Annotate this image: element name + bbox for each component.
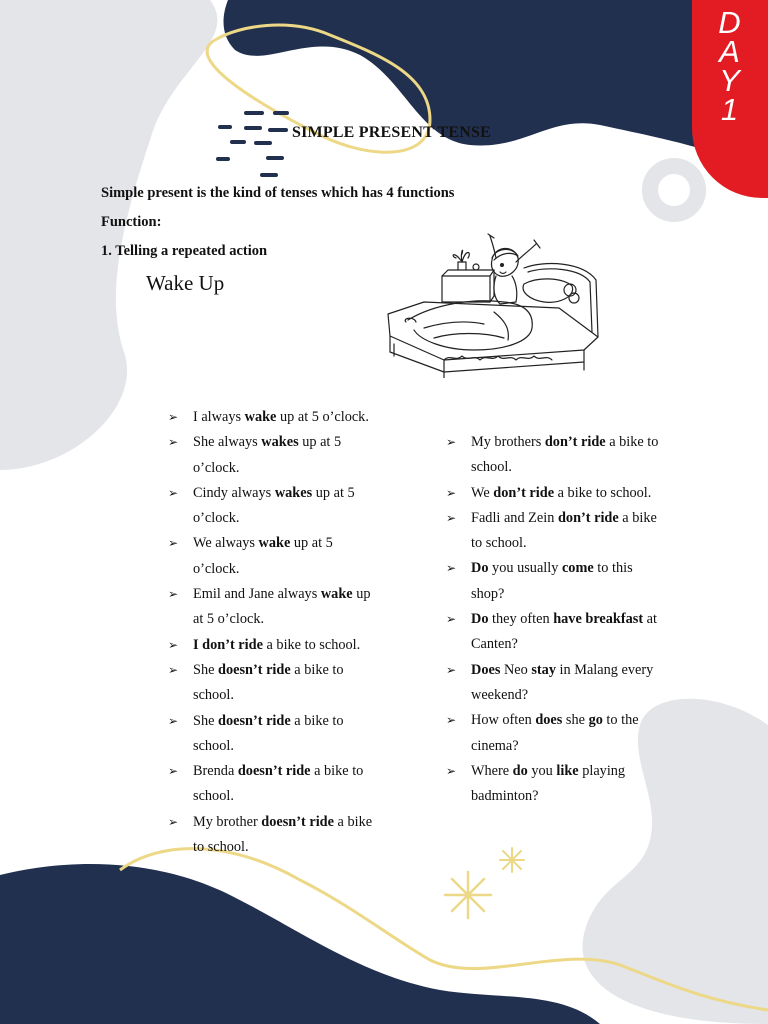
example-sentence <box>446 481 664 506</box>
sentence-text: a bike to school. <box>193 661 344 704</box>
example-sentence <box>168 759 378 810</box>
sentence-text: We always <box>193 535 259 552</box>
navy-wave-bottom <box>0 864 600 1024</box>
sentence-text: up at 5 o’clock. <box>193 586 371 628</box>
right-example-list <box>446 430 664 809</box>
highlighted-verb: don’t ride <box>557 509 619 526</box>
sentence-text: they often <box>488 611 554 628</box>
sentence-text: up at 5 o’clock. <box>193 434 342 476</box>
example-sentence <box>168 709 378 760</box>
gray-blob-left <box>0 0 217 470</box>
example-sentence <box>446 430 664 481</box>
highlighted-verb: don’t ride <box>544 434 606 450</box>
wake-up-illustration <box>384 232 606 378</box>
sentence-text: a bike to school. <box>262 636 361 653</box>
highlighted-verb: doesn’t ride <box>218 661 291 678</box>
arrow-bullet-icon: ➢ <box>168 764 179 779</box>
sentence-text: Cindy always <box>193 484 275 501</box>
sentence-text: a bike to school. <box>193 763 364 805</box>
arrow-bullet-icon: ➢ <box>168 410 179 424</box>
navy-dashes <box>218 113 287 175</box>
gold-star-large <box>445 872 491 918</box>
sentence-text: up at 5 o’clock. <box>193 535 333 577</box>
sentence-text: you <box>527 762 557 779</box>
sentence-text: to this shop? <box>471 560 633 602</box>
arrow-bullet-icon: ➢ <box>168 662 179 677</box>
highlighted-verb: wake <box>244 409 277 425</box>
example-sentence <box>446 506 664 557</box>
highlighted-verb: do <box>512 762 528 779</box>
arrow-bullet-icon: ➢ <box>446 612 457 627</box>
highlighted-verb: come <box>561 560 594 577</box>
arrow-bullet-icon: ➢ <box>446 510 457 525</box>
highlighted-verb: go <box>588 712 603 729</box>
example-sentence <box>168 405 378 430</box>
example-sentence <box>168 810 378 861</box>
day-letter: D <box>718 5 742 40</box>
arrow-bullet-icon: ➢ <box>446 713 457 728</box>
highlighted-verb: Does <box>471 661 501 678</box>
sentence-text: up at 5 o’clock. <box>276 409 369 425</box>
left-example-list <box>168 405 378 860</box>
arrow-bullet-icon: ➢ <box>446 763 457 778</box>
example-sentence <box>446 556 664 607</box>
sentence-text: I always <box>193 409 245 425</box>
highlighted-verb: wakes <box>274 484 313 501</box>
arrow-bullet-icon: ➢ <box>168 637 179 652</box>
highlighted-verb: doesn’t ride <box>218 712 291 729</box>
example-sentence <box>446 759 664 810</box>
sentence-text: How often <box>471 712 536 729</box>
arrow-bullet-icon: ➢ <box>168 435 179 450</box>
arrow-bullet-icon: ➢ <box>168 536 179 551</box>
sentence-text: She <box>193 712 219 729</box>
highlighted-verb: don’t ride <box>493 484 555 501</box>
sentence-text: Where <box>471 762 513 779</box>
sentence-text: Emil and Jane always <box>193 586 321 603</box>
day-letter: Y <box>719 63 741 98</box>
sentence-text: Brenda <box>193 763 238 780</box>
sentence-text: you usually <box>488 560 562 577</box>
sentence-text: a bike to school. <box>193 813 373 856</box>
highlighted-verb: don’t ride <box>202 636 263 653</box>
arrow-bullet-icon: ➢ <box>168 814 179 829</box>
highlighted-verb: doesn’t ride <box>261 813 334 830</box>
sentence-text: in Malang every weekend? <box>471 661 654 703</box>
gold-star-small <box>500 848 524 872</box>
sentence-text: Fadli and Zein <box>471 509 558 526</box>
sentence-text: at Canten? <box>471 611 657 653</box>
example-heading: Wake Up <box>146 271 225 295</box>
example-sentence <box>168 658 378 709</box>
arrow-bullet-icon: ➢ <box>168 713 179 728</box>
sentence-text: a bike to school. <box>193 712 344 754</box>
highlighted-verb: Do <box>471 611 489 628</box>
example-sentence <box>168 430 378 481</box>
function-1-heading: 1. Telling a repeated action <box>101 243 268 259</box>
gray-ring <box>650 166 698 214</box>
highlighted-verb: doesn’t ride <box>237 763 311 780</box>
sentence-text: My brother <box>193 813 262 830</box>
arrow-bullet-icon: ➢ <box>168 485 179 500</box>
definition-text: Simple present is the kind of tenses which has 4 functions <box>101 185 455 201</box>
sentence-text: a bike to school. <box>471 434 659 476</box>
example-sentence <box>446 708 664 759</box>
sentence-text: to the cinema? <box>471 712 639 754</box>
sentence-text: up at 5 o’clock. <box>193 484 355 527</box>
sentence-text: a bike to school. <box>471 509 657 552</box>
page-title: SIMPLE PRESENT TENSE <box>292 124 492 141</box>
arrow-bullet-icon: ➢ <box>446 435 457 449</box>
highlighted-verb: wake <box>320 586 353 603</box>
highlighted-verb: have breakfast <box>553 611 644 628</box>
highlighted-verb: wake <box>258 535 291 552</box>
sentence-text: a bike to school. <box>554 484 652 501</box>
arrow-bullet-icon: ➢ <box>446 485 457 500</box>
sentence-text: playing badminton? <box>471 762 626 805</box>
arrow-bullet-icon: ➢ <box>446 561 457 576</box>
sentence-text: She <box>193 661 219 678</box>
example-sentence <box>168 633 378 658</box>
example-sentence <box>168 481 378 532</box>
day-number: 1 <box>720 92 740 127</box>
sentence-text: Neo <box>500 661 532 678</box>
example-sentence <box>168 582 378 633</box>
arrow-bullet-icon: ➢ <box>446 662 457 677</box>
highlighted-verb: wakes <box>261 434 299 451</box>
example-sentence <box>446 658 664 709</box>
highlighted-verb: does <box>535 712 563 729</box>
highlighted-verb: I <box>193 636 199 653</box>
highlighted-verb: Do <box>471 560 489 577</box>
day-letter: A <box>719 34 741 69</box>
highlighted-verb: stay <box>531 661 556 678</box>
sentence-text: We <box>471 484 494 501</box>
highlighted-verb: like <box>556 762 579 779</box>
function-label: Function: <box>101 214 162 230</box>
sentence-text: My brothers <box>471 434 545 450</box>
example-sentence <box>446 607 664 658</box>
sentence-text: she <box>562 712 589 729</box>
sentence-text: She always <box>193 434 262 451</box>
example-sentence <box>168 531 378 582</box>
arrow-bullet-icon: ➢ <box>168 587 179 602</box>
